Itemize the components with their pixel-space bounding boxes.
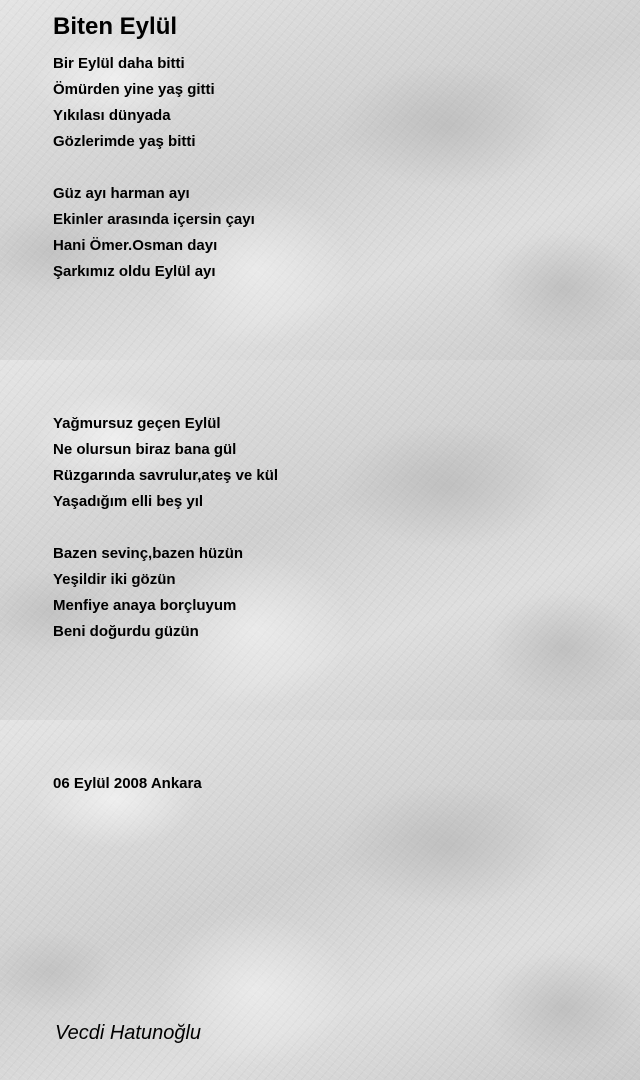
poem-author: Vecdi Hatunoğlu (55, 1022, 202, 1044)
poem-line: Yeşildir iki gözün (53, 571, 176, 588)
poem-line: Menfiye anaya borçluyum (53, 597, 237, 614)
poem-line: Bir Eylül daha bitti (53, 55, 185, 72)
poem-line: Yıkılası dünyada (53, 107, 171, 124)
poem-line: Ömürden yine yaş gitti (53, 81, 215, 98)
poem-line: Şarkımız oldu Eylül ayı (53, 263, 216, 280)
poem-line: Yağmursuz geçen Eylül (53, 415, 221, 432)
stanza-1 (53, 51, 215, 155)
poem-line: Hani Ömer.Osman dayı (53, 237, 218, 254)
poem-line: Güz ayı harman ayı (53, 185, 190, 202)
poem-line: Gözlerimde yaş bitti (53, 133, 196, 150)
poem-line: Ekinler arasında içersin çayı (53, 211, 255, 228)
poem-line: Rüzgarında savrulur,ateş ve kül (53, 467, 279, 484)
stanza-4 (53, 541, 243, 645)
stanza-2 (53, 181, 255, 285)
poem-line: Bazen sevinç,bazen hüzün (53, 545, 244, 562)
poem-line: Yaşadığım elli beş yıl (53, 493, 204, 510)
poem-line: Ne olursun biraz bana gül (53, 441, 237, 458)
poem-line: Beni doğurdu güzün (53, 623, 199, 640)
stanza-3 (53, 411, 278, 515)
poem-title: Biten Eylül (53, 13, 178, 40)
poem-dateline: 06 Eylül 2008 Ankara (53, 775, 202, 792)
